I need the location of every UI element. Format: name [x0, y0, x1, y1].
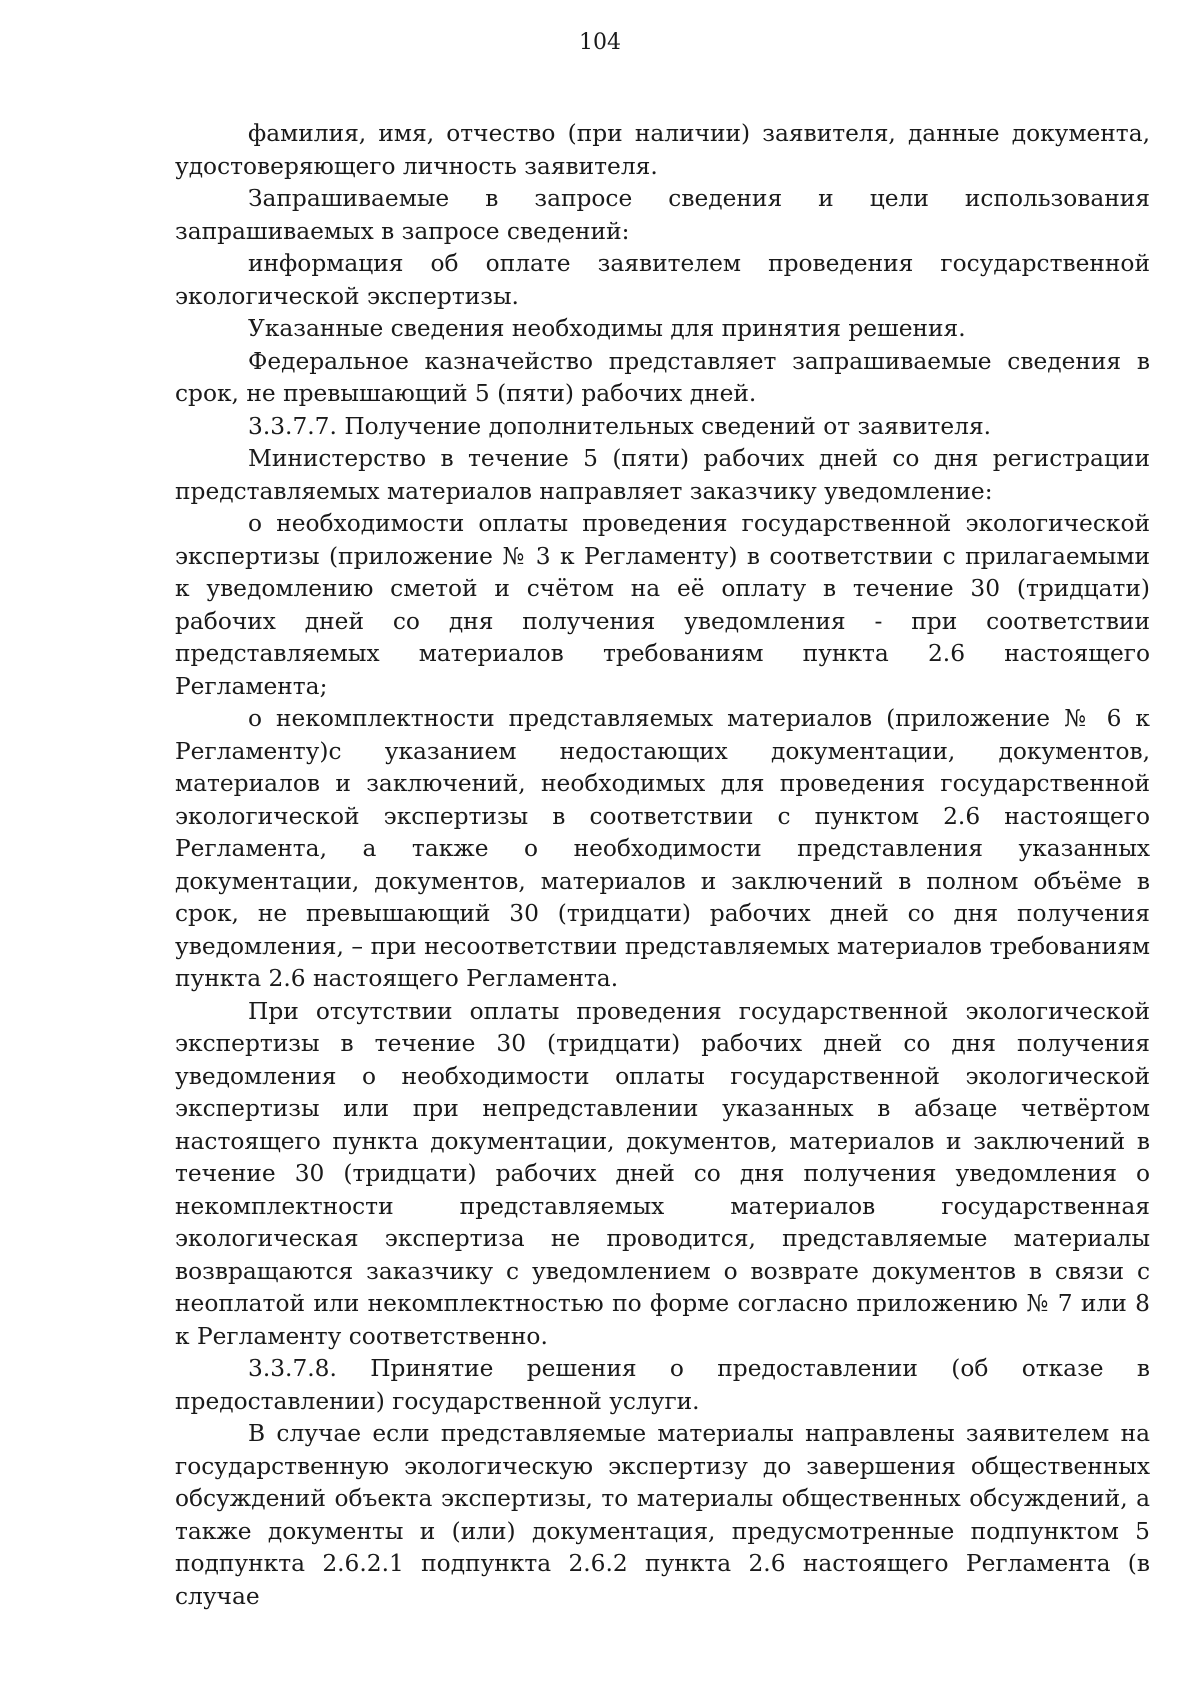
document-body	[175, 118, 1150, 1613]
paragraph-purpose: Указанные сведения необходимы для принятия решения.	[248, 315, 966, 342]
paragraph-section-3-3-7-8: 3.3.7.8. Принятие решения о предоставлении (об отказе в предоставлении) государственной услуги.	[175, 1355, 1150, 1415]
paragraph-incompleteness-notice: о некомплектности представляемых материалов (приложение № 6 к Регламенту)с указанием недостающих документации, документов, материалов и заключений, необходимых для проведения государственной экологической экспертизы в соответствии с пунктом 2.6 настоящего Регламента, а также о необходимости представления указанных документации, документов, материалов и заключений в полном объёме в срок, не превышающий 30 (тридцати) рабочих дней со дня получения уведомления, – при несоответствии представляемых материалов требованиям пункта 2.6 настоящего Регламента.	[175, 705, 1150, 992]
paragraph-payment-notice: о необходимости оплаты проведения государственной экологической экспертизы (приложение № 3 к Регламенту) в соответствии с прилагаемыми к уведомлению сметой и счётом на её оплату в течение 30 (тридцати) рабочих дней со дня получения уведомления - при соответствии представляемых материалов требованиям пункта 2.6 настоящего Регламента;	[175, 510, 1150, 700]
page-number: 104	[579, 30, 621, 55]
paragraph-treasury-deadline: Федеральное казначейство представляет запрашиваемые сведения в срок, не превышающий 5 (пяти) рабочих дней.	[175, 347, 1150, 407]
paragraph-payment-info: информация об оплате заявителем проведения государственной экологической экспертизы.	[175, 250, 1150, 310]
paragraph-public-discussions: В случае если представляемые материалы направлены заявителем на государственную экологическую экспертизу до завершения общественных обсуждений объекта экспертизы, то материалы общественных обсуждений, а также документы и (или) документация, предусмотренные подпунктом 5 подпункта 2.6.2.1 подпункта 2.6.2 пункта 2.6 настоящего Регламента (в случае	[175, 1420, 1150, 1610]
paragraph-applicant-identity: фамилия, имя, отчество (при наличии) заявителя, данные документа, удостоверяющего личность заявителя.	[175, 120, 1150, 180]
paragraph-ministry-notification: Министерство в течение 5 (пяти) рабочих дней со дня регистрации представляемых материалов направляет заказчику уведомление:	[175, 445, 1150, 505]
paragraph-requested-info: Запрашиваемые в запросе сведения и цели использования запрашиваемых в запросе сведений:	[175, 185, 1150, 245]
paragraph-section-3-3-7-7: 3.3.7.7. Получение дополнительных сведений от заявителя.	[248, 412, 992, 440]
paragraph-no-payment-return: При отсутствии оплаты проведения государственной экологической экспертизы в течение 30 (тридцати) рабочих дней со дня получения уведомления о необходимости оплаты государственной экологической экспертизы или при непредставлении указанных в абзаце четвёртом настоящего пункта документации, документов, материалов и заключений в течение 30 (тридцати) рабочих дней со дня получения уведомления о некомплектности представляемых материалов государственная экологическая экспертиза не проводится, представляемые материалы возвращаются заказчику с уведомлением о возврате документов в связи с неоплатой или некомплектностью по форме согласно приложению № 7 или 8 к Регламенту соответственно.	[175, 997, 1150, 1350]
